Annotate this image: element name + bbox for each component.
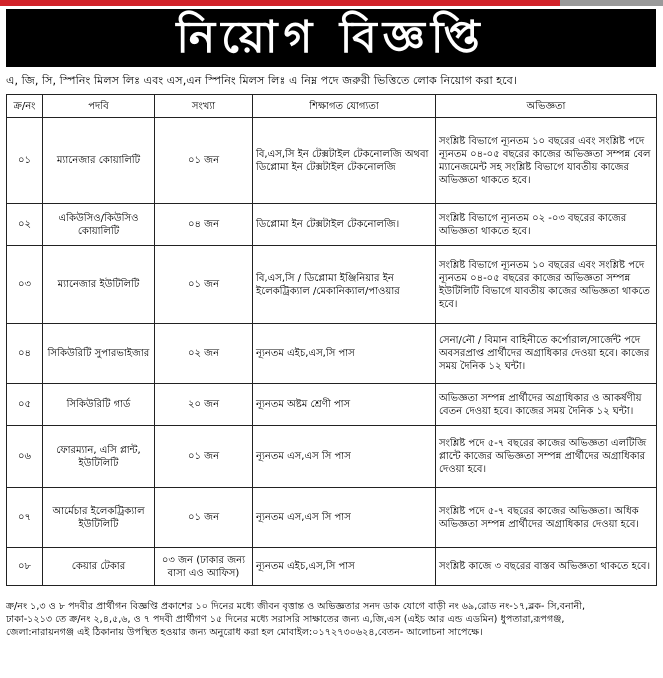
top-accent-bar (0, 0, 663, 6)
table-row (7, 384, 657, 426)
table-row (7, 548, 657, 586)
serial-cell: ০১ (7, 118, 43, 204)
education-cell: ন্যূনতম এস,এস সি পাস (253, 488, 436, 548)
header-experience: অভিজ্ঞতা (436, 95, 657, 118)
experience-cell: সংশ্লিষ্ট বিভাগে ন্যূনতম ১০ বছরের এবং সংশ্লিষ্ট পদে ন্যূনতম ০৪-০৫ বছরের কাজের অভিজ্ঞতা সম্পন্ন বেল ম্যানেজমেন্ট সহ সংশ্লিষ্ট বিভাগে যাবতীয় কাজের অভিজ্ঞতা থাকতে হবে। (436, 118, 657, 204)
count-cell: ০৩ জন (ঢাকার জন্য বাসা এও আফিস) (155, 548, 253, 586)
education-cell: ডিপ্লোমা ইন টেক্সটাইল টেকনোলজি। (253, 204, 436, 246)
vacancy-table (6, 94, 657, 586)
post-cell: একিউসিও/কিউসিও কোয়ালিটি (43, 204, 155, 246)
post-cell: আর্মেচার ইলেকট্রিক্যাল ইউটিলিটি (43, 488, 155, 548)
education-cell: ন্যূনতম এইচ,এস,সি পাস (253, 324, 436, 384)
count-cell: ০১ জন (155, 246, 253, 324)
education-cell: ন্যূনতম এস,এস সি পাস (253, 426, 436, 488)
table-row (7, 324, 657, 384)
education-cell: বি,এস,সি / ডিপ্লোমা ইঞ্জিনিয়ার ইন ইলেকট্রিক্যাল /মেকানিক্যাল/পাওয়ার (253, 246, 436, 324)
intro-line: এ, জি, সি, স্পিনিং মিলস লিঃ এবং এস,এন স্পিনিং মিলস লিঃ এ নিম্ন পদে জরুরী ভিত্তিতে লোক নিয়োগ করা হবে। (6, 74, 517, 87)
footer-line: ঢাকা-১২১৩ তে ক্র/নং ২,৪,৫,৬, ও ৭ পদবী প্রার্থীগণ ১৫ দিনের মধ্যে সরাসরি সাক্ষাতের জন্য এ,জি,এস (এইচ আর এন্ড এডমিন) ধুপতারা,রূপগঞ্জ, (6, 614, 565, 625)
count-cell: ২০ জন (155, 384, 253, 426)
application-instructions (6, 600, 656, 639)
serial-cell: ০২ (7, 204, 43, 246)
count-cell: ০১ জন (155, 426, 253, 488)
education-cell: বি,এস,সি ইন টেক্সটাইল টেকনোলজি অথবা ডিপ্লোমা ইন টেক্সটাইল টেকনোলজি (253, 118, 436, 204)
post-cell: ফোরম্যান, এসি প্লান্ট, ইউটিলিটি (43, 426, 155, 488)
count-cell: ০২ জন (155, 324, 253, 384)
experience-cell: সংশ্লিষ্ট বিভাগে ন্যূনতম ১০ বছরের এবং সংশ্লিষ্ট পদে ন্যূনতম ০৪-০৫ বছরের কাজের অভিজ্ঞতা সম্পন্ন ইউটিলিটি বিভাগে যাবতীয় কাজের অভিজ্ঞতা থাকতে হবে। (436, 246, 657, 324)
post-cell: সিকিউরিটি গার্ড (43, 384, 155, 426)
gray-accent-strip (560, 0, 663, 6)
table-row (7, 118, 657, 204)
post-cell: ম্যানেজার কোয়ালিটি (43, 118, 155, 204)
education-cell: ন্যূনতম এইচ,এস,সি পাস (253, 548, 436, 586)
table-row (7, 488, 657, 548)
count-cell: ০১ জন (155, 488, 253, 548)
serial-cell: ০৩ (7, 246, 43, 324)
experience-cell: সংশ্লিষ্ট পদে ৫-৭ বছরের কাজের অভিজ্ঞতা। অধিক অভিজ্ঞতা সম্পন্ন প্রার্থীদের অগ্রাধিকার দেওয়া হবে। (436, 488, 657, 548)
header-serial: ক্র/নং (7, 95, 43, 118)
footer-line: ক্র/নং ১,৩ ও ৮ পদবীর প্রার্থীগন বিজ্ঞপ্তি প্রকাশের ১০ দিনের মধ্যে জীবন বৃত্তান্ত ও অভিজ্ঞতার সনদ ডাক যোগে বাড়ী নং ৬৯,রোড নং-১৭,ব্লক- সি,বনানী, (6, 601, 586, 612)
serial-cell: ০৭ (7, 488, 43, 548)
experience-cell: সংশ্লিষ্ট বিভাগে ন্যূনতম ০২ -০৩ বছরের কাজের অভিজ্ঞতা থাকতে হবে। (436, 204, 657, 246)
red-accent-strip (0, 0, 560, 6)
footer-line: জেলা:নারায়নগঞ্জ এই ঠিকানায় উপস্থিত হওয়ার জন্য অনুরোধ করা হল মোবাইল:০১৭২৭৩০৬২৪,বেতন- আলোচনা সাপেক্ষে। (6, 627, 483, 638)
table-row (7, 246, 657, 324)
header-count: সংখ্যা (155, 95, 253, 118)
header-education: শিক্ষাগত যোগ্যতা (253, 95, 436, 118)
post-cell: কেয়ার টেকার (43, 548, 155, 586)
serial-cell: ০৫ (7, 384, 43, 426)
post-cell: ম্যানেজার ইউটিলিটি (43, 246, 155, 324)
count-cell: ০৪ জন (155, 204, 253, 246)
education-cell: ন্যূনতম অষ্টম শ্রেণী পাস (253, 384, 436, 426)
experience-cell: সংশ্লিষ্ট পদে ৫-৭ বছরের কাজের অভিজ্ঞতা এলটিজি প্লান্টে কাজের অভিজ্ঞতা সম্পন্ন প্রার্থীদের অগ্রাধিকার দেওয়া হবে। (436, 426, 657, 488)
experience-cell: অভিজ্ঞতা সম্পন্ন প্রার্থীদের অগ্রাধিকার ও আকর্ষণীয় বেতন দেওয়া হবে। কাজের সময় দৈনিক ১২ ঘন্টা। (436, 384, 657, 426)
serial-cell: ০৪ (7, 324, 43, 384)
serial-cell: ০৬ (7, 426, 43, 488)
table-header-row (7, 95, 657, 118)
experience-cell: সংশ্লিষ্ট কাজে ৩ বছরের বাস্তব অভিজ্ঞতা থাকতে হবে। (436, 548, 657, 586)
table-row (7, 426, 657, 488)
header-post: পদবি (43, 95, 155, 118)
post-cell: সিকিউরিটি সুপারভাইজার (43, 324, 155, 384)
notice-title-banner: নিয়োগ বিজ্ঞপ্তি (6, 9, 656, 67)
table-row (7, 204, 657, 246)
experience-cell: সেনা/নৌ / বিমান বাহিনীতে কর্পোরাল/সার্জেন্ট পদে অবসরপ্রাপ্ত প্রার্থীদের অগ্রাধিকার দেওয়া হবে। কাজের সময় দৈনিক ১২ ঘন্টা। (436, 324, 657, 384)
serial-cell: ০৮ (7, 548, 43, 586)
count-cell: ০১ জন (155, 118, 253, 204)
